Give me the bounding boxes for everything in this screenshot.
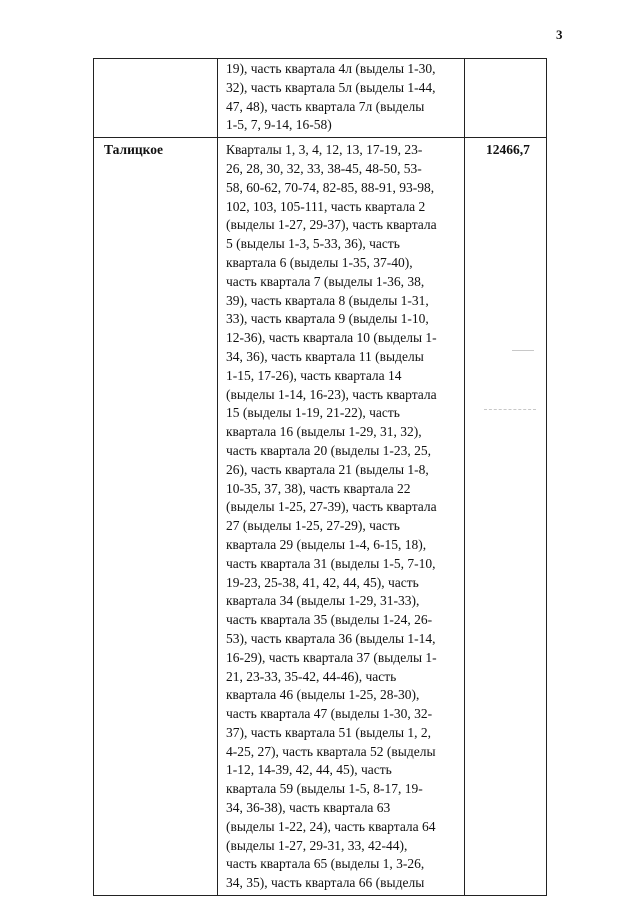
forestry-name-cell: Талицкое bbox=[94, 138, 218, 896]
description-line: 1-12, 14-39, 42, 44, 45), часть bbox=[226, 762, 392, 778]
description-line: 34, 36), часть квартала 11 (выделы bbox=[226, 348, 424, 364]
description-line: 27 (выделы 1-25, 27-29), часть bbox=[226, 518, 400, 534]
forest-quarters-table bbox=[93, 58, 547, 896]
description-line: 19-23, 25-38, 41, 42, 44, 45), часть bbox=[226, 574, 419, 590]
description-line: квартала 46 (выделы 1-25, 28-30), bbox=[226, 687, 420, 703]
area-cell bbox=[465, 59, 547, 138]
description-line: 21, 23-33, 35-42, 44-46), часть bbox=[226, 668, 397, 684]
table-row bbox=[94, 138, 547, 896]
description-line: 102, 103, 105-111, часть квартала 2 bbox=[226, 198, 426, 214]
description-line: 4-25, 27), часть квартала 52 (выделы bbox=[226, 743, 436, 759]
description-line: часть квартала 47 (выделы 1-30, 32- bbox=[226, 706, 433, 722]
area-cell: 12466,7 bbox=[465, 138, 547, 896]
scan-artifact bbox=[512, 350, 534, 351]
description-line: (выделы 1-27, 29-31, 33, 42-44), bbox=[226, 837, 408, 853]
description-line: 26, 28, 30, 32, 33, 38-45, 48-50, 53- bbox=[226, 160, 422, 176]
description-line: (выделы 1-14, 16-23), часть квартала bbox=[226, 386, 437, 402]
description-line: 19), часть квартала 4л (выделы 1-30, bbox=[226, 61, 436, 76]
description-line: 58, 60-62, 70-74, 82-85, 88-91, 93-98, bbox=[226, 179, 435, 195]
description-line: 32), часть квартала 5л (выделы 1-44, bbox=[226, 79, 436, 95]
description-line: часть квартала 65 (выделы 1, 3-26, bbox=[226, 856, 425, 872]
description-line: квартала 59 (выделы 1-5, 8-17, 19- bbox=[226, 781, 423, 797]
description-line: квартала 29 (выделы 1-4, 6-15, 18), bbox=[226, 536, 427, 552]
description-line: 34, 36-38), часть квартала 63 bbox=[226, 800, 391, 816]
description-line: квартала 16 (выделы 1-29, 31, 32), bbox=[226, 424, 422, 440]
description-line: квартала 6 (выделы 1-35, 37-40), bbox=[226, 254, 413, 270]
quarters-description-cell bbox=[218, 59, 465, 138]
description-line: 12-36), часть квартала 10 (выделы 1- bbox=[226, 330, 437, 346]
description-line: 15 (выделы 1-19, 21-22), часть bbox=[226, 405, 400, 421]
description-line: 39), часть квартала 8 (выделы 1-31, bbox=[226, 292, 429, 308]
description-line: 26), часть квартала 21 (выделы 1-8, bbox=[226, 461, 429, 477]
quarters-description-cell bbox=[218, 138, 465, 896]
description-line: (выделы 1-22, 24), часть квартала 64 bbox=[226, 818, 436, 834]
description-line: (выделы 1-25, 27-39), часть квартала bbox=[226, 499, 437, 515]
description-line: Кварталы 1, 3, 4, 12, 13, 17-19, 23- bbox=[226, 142, 423, 158]
scan-artifact bbox=[484, 409, 536, 410]
description-line: (выделы 1-27, 29-37), часть квартала bbox=[226, 217, 437, 233]
forestry-name-cell bbox=[94, 59, 218, 138]
description-line: часть квартала 20 (выделы 1-23, 25, bbox=[226, 442, 432, 458]
description-line: 53), часть квартала 36 (выделы 1-14, bbox=[226, 630, 436, 646]
description-line: 37), часть квартала 51 (выделы 1, 2, bbox=[226, 724, 432, 740]
description-line: 33), часть квартала 9 (выделы 1-10, bbox=[226, 311, 429, 327]
description-line: 47, 48), часть квартала 7л (выделы bbox=[226, 98, 425, 114]
description-line: часть квартала 31 (выделы 1-5, 7-10, bbox=[226, 555, 436, 571]
page-number: 3 bbox=[556, 27, 563, 42]
description-line: 10-35, 37, 38), часть квартала 22 bbox=[226, 480, 411, 496]
description-line: 34, 35), часть квартала 66 (выделы bbox=[226, 875, 425, 891]
description-line: 5 (выделы 1-3, 5-33, 36), часть bbox=[226, 236, 400, 252]
description-line: часть квартала 7 (выделы 1-36, 38, bbox=[226, 273, 425, 289]
description-line: 1-5, 7, 9-14, 16-58) bbox=[226, 117, 332, 133]
description-line: часть квартала 35 (выделы 1-24, 26- bbox=[226, 612, 433, 628]
description-line: квартала 34 (выделы 1-29, 31-33), bbox=[226, 593, 420, 609]
table-row bbox=[94, 59, 547, 138]
description-line: 16-29), часть квартала 37 (выделы 1- bbox=[226, 649, 437, 665]
description-line: 1-15, 17-26), часть квартала 14 bbox=[226, 367, 402, 383]
